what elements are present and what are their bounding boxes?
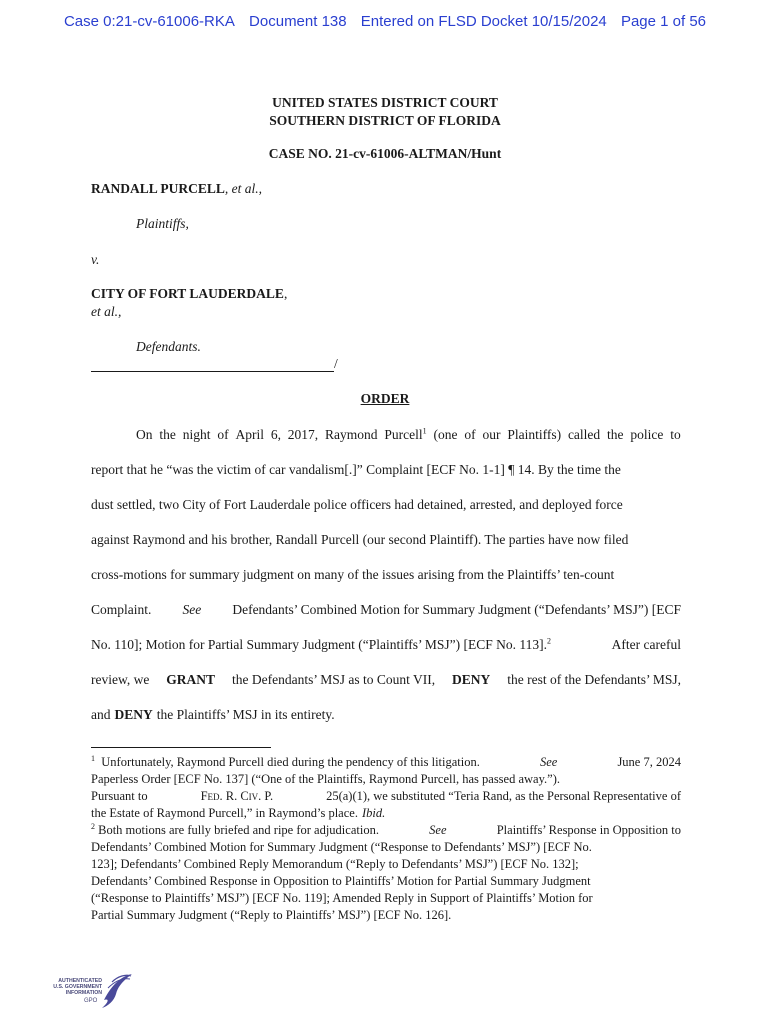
body-l1-word: April bbox=[235, 427, 264, 442]
body-l1-word: called bbox=[567, 427, 601, 442]
body-deny-1: DENY bbox=[452, 672, 491, 687]
plaintiff-line bbox=[91, 181, 262, 197]
versus: v. bbox=[91, 252, 100, 267]
gpo-label: GPO bbox=[84, 998, 98, 1004]
body-line-7 bbox=[91, 627, 681, 662]
defendant-role: Defendants. bbox=[136, 339, 201, 354]
fn1-line-4 bbox=[91, 805, 681, 822]
fn1-l1-b: June 7, 2024 bbox=[617, 755, 681, 769]
court-name: UNITED STATES DISTRICT COURT bbox=[272, 95, 498, 110]
fn2-l1-a-wrap bbox=[91, 822, 379, 839]
body-l1-word: Raymond bbox=[325, 427, 378, 442]
fn1-l1-a-wrap bbox=[91, 754, 480, 771]
plaintiff-etal: , et al., bbox=[224, 181, 263, 196]
fn2-line-3: 123]; Defendants’ Combined Reply Memorandum (“Reply to Defendants’ MSJ”) [ECF No. 132]; bbox=[91, 857, 579, 871]
fn1-l1-see: See bbox=[539, 755, 558, 769]
gpo-line-2: U.S. GOVERNMENT bbox=[53, 984, 102, 990]
footnotes bbox=[91, 754, 681, 924]
body-l1-word: our bbox=[482, 427, 501, 442]
body-l9-b: the Plaintiffs’ MSJ in its entirety. bbox=[156, 707, 335, 722]
fn1-l3-a: Pursuant to bbox=[91, 789, 148, 803]
body-grant: GRANT bbox=[166, 672, 216, 687]
footnote-rule bbox=[91, 747, 271, 748]
gpo-authentication-logo bbox=[40, 968, 135, 1013]
fn2-line-5: (“Response to Plaintiffs’ MSJ”) [ECF No. 119]; Amended Reply in Support of Plaintiffs’ Motion for bbox=[91, 891, 593, 905]
body-l6-post: Defendants’ Combined Motion for Summary Judgment (“Defendants’ MSJ”) [ECF bbox=[232, 602, 681, 617]
order-title: ORDER bbox=[360, 391, 410, 406]
body-l1-word: police bbox=[630, 427, 664, 442]
gpo-line-3: INFORMATION bbox=[65, 990, 102, 996]
body-l1-word: 2017, bbox=[287, 427, 319, 442]
body-l8-a: review, we bbox=[91, 672, 150, 687]
defendant-etal: et al., bbox=[91, 304, 122, 319]
plaintiff-role: Plaintiffs, bbox=[136, 216, 189, 231]
body-line-4: against Raymond and his brother, Randall Purcell (our second Plaintiff). The parties have now filed bbox=[91, 532, 629, 547]
defendant-name: CITY OF FORT LAUDERDALE bbox=[91, 286, 284, 301]
fn2-l1-b: Plaintiffs’ Response in Opposition to bbox=[496, 823, 681, 837]
footnote-ref-1[interactable]: 1 bbox=[422, 426, 427, 436]
fn2-line-4: Defendants’ Combined Response in Opposition to Plaintiffs’ Motion for Partial Summary Judgment bbox=[91, 874, 591, 888]
fn1-line-3 bbox=[91, 788, 681, 805]
caption-rule bbox=[91, 371, 334, 372]
body-l1-word: the bbox=[607, 427, 624, 442]
gpo-eagle-icon bbox=[98, 970, 134, 1010]
docket-stamp bbox=[0, 13, 770, 30]
body-line-5: cross-motions for summary judgment on many of the issues arising from the Plaintiffs’ ten-count bbox=[91, 567, 615, 582]
body-l1-word: of bbox=[464, 427, 476, 442]
body-l9-a: and bbox=[91, 707, 111, 722]
fn1-l3-rule: Fed. R. Civ. P. bbox=[200, 789, 274, 803]
fn2-line-1 bbox=[91, 822, 681, 839]
body-l7-text: No. 110]; Motion for Partial Summary Judgment (“Plaintiffs’ MSJ”) [ECF No. 113]. bbox=[91, 637, 547, 652]
stamp-entered: Entered on FLSD Docket 10/15/2024 bbox=[360, 13, 607, 30]
body-l7-post: After careful bbox=[611, 637, 681, 652]
defendant-line bbox=[91, 286, 287, 302]
plaintiff-name: RANDALL PURCELL bbox=[91, 181, 225, 196]
body-l1-word: On bbox=[136, 427, 153, 442]
stamp-page: Page 1 of 56 bbox=[620, 13, 707, 30]
footnote-2-number: 2 bbox=[91, 821, 95, 831]
fn2-line-6: Partial Summary Judgment (“Reply to Plaintiffs’ MSJ”) [ECF No. 126]. bbox=[91, 908, 452, 922]
fn1-line-2: Paperless Order [ECF No. 137] (“One of the Plaintiffs, Raymond Purcell, has passed away.”). bbox=[91, 772, 560, 786]
body-l1-word: (one bbox=[433, 427, 458, 442]
fn1-l1-a: Unfortunately, Raymond Purcell died during the pendency of this litigation. bbox=[101, 755, 480, 769]
case-number: CASE NO. 21-cv-61006-ALTMAN/Hunt bbox=[268, 146, 502, 161]
fn1-l3-b: 25(a)(1), we substituted “Teria Rand, as the Personal Representative of bbox=[326, 789, 681, 803]
fn1-l4-a: the Estate of Raymond Purcell,” in Raymond’s place. bbox=[91, 806, 358, 820]
body-l1-word: the bbox=[159, 427, 176, 442]
stamp-case: Case 0:21-cv-61006-RKA bbox=[63, 13, 235, 30]
caption-slash: / bbox=[334, 356, 338, 371]
body-line-6 bbox=[91, 592, 681, 627]
fn2-line-2: Defendants’ Combined Motion for Summary Judgment (“Response to Defendants’ MSJ”) [ECF No. bbox=[91, 840, 592, 854]
fn1-line-1 bbox=[91, 754, 681, 771]
body-l6-pre: Complaint. bbox=[91, 602, 152, 617]
court-heading bbox=[0, 94, 770, 130]
court-district: SOUTHERN DISTRICT OF FLORIDA bbox=[269, 113, 501, 128]
body-deny-2: DENY bbox=[114, 707, 153, 722]
fn1-l4-ibid: Ibid. bbox=[361, 806, 386, 820]
footnote-ref-2[interactable]: 2 bbox=[546, 636, 551, 646]
body-l1-word: to bbox=[670, 427, 681, 442]
order-body bbox=[91, 417, 681, 732]
body-l8-b: the Defendants’ MSJ as to Count VII, bbox=[232, 672, 436, 687]
body-l7-pre bbox=[91, 627, 551, 662]
gpo-text bbox=[40, 978, 102, 996]
body-l1-word: Purcell$^1$ bbox=[384, 426, 427, 442]
body-l1-word: of bbox=[217, 427, 229, 442]
body-l1-word: Plaintiffs) bbox=[507, 427, 562, 442]
fn2-l1-see: See bbox=[429, 823, 447, 837]
fn2-l1-a: Both motions are fully briefed and ripe for adjudication. bbox=[98, 823, 379, 837]
body-l8-c: the rest of the Defendants’ MSJ, bbox=[507, 672, 681, 687]
gpo-line-1: AUTHENTICATED bbox=[58, 978, 102, 984]
body-line-1 bbox=[91, 417, 681, 452]
body-line-3: dust settled, two City of Fort Lauderdale police officers had detained, arrested, and deployed force bbox=[91, 497, 623, 512]
body-l1-word: 6, bbox=[270, 427, 281, 442]
body-line-9 bbox=[91, 697, 681, 732]
body-l1-word: night bbox=[182, 427, 211, 442]
footnote-1-number: 1 bbox=[91, 753, 95, 763]
body-l6-see: See bbox=[182, 602, 202, 617]
stamp-document: Document 138 bbox=[249, 13, 347, 30]
defendant-comma: , bbox=[283, 286, 288, 301]
body-line-8 bbox=[91, 662, 681, 697]
body-line-2: report that he “was the victim of car vandalism[.]” Complaint [ECF No. 1-1] ¶ 14. By the time the bbox=[91, 462, 621, 477]
